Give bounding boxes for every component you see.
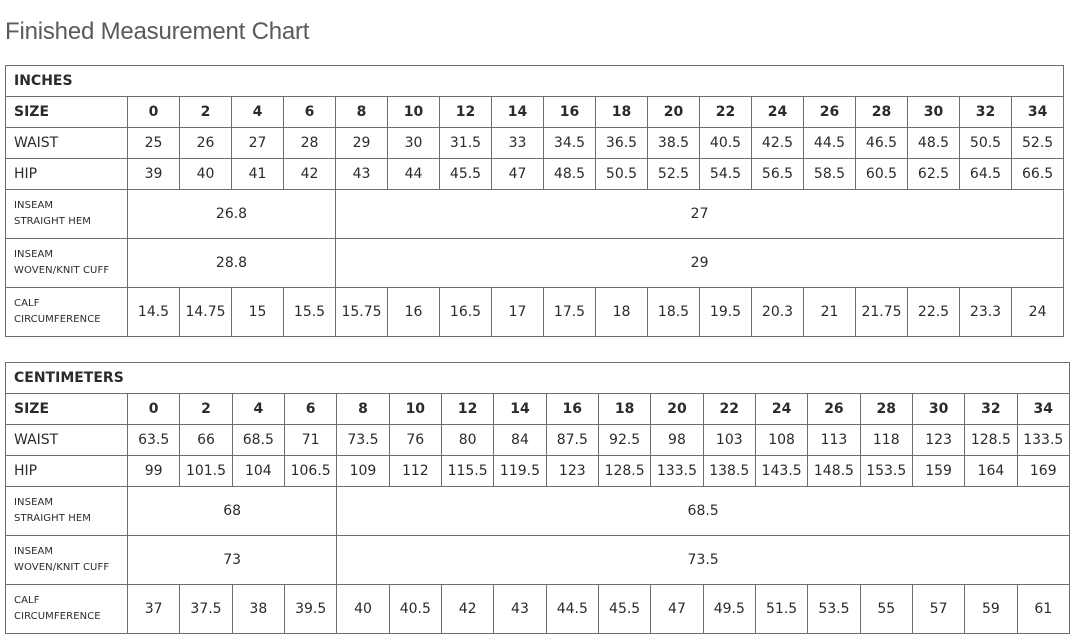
inches-inseam_straight-cell-small-sizes: 26.8: [128, 190, 336, 239]
inches-sizes-cell: 24: [752, 97, 804, 128]
inches-calf-cell: 17.5: [544, 288, 596, 337]
centimeters-calf-cell: 40: [337, 585, 389, 634]
inches-waist-cell: 38.5: [648, 128, 700, 159]
inches-waist-cell: 42.5: [752, 128, 804, 159]
inches-waist-cell: 36.5: [596, 128, 648, 159]
inches-hip-cell: 56.5: [752, 159, 804, 190]
centimeters-sizes-cell: 12: [441, 394, 493, 425]
centimeters-sizes-cell: 20: [651, 394, 703, 425]
centimeters-calf-cell: 37.5: [180, 585, 232, 634]
inches-hip-cell: 47: [492, 159, 544, 190]
centimeters-calf-cell: 49.5: [703, 585, 755, 634]
centimeters-calf-cell: 51.5: [755, 585, 807, 634]
inches-waist-cell: 44.5: [804, 128, 856, 159]
inches-hip-cell: 41: [232, 159, 284, 190]
inches-calf-label-line1: CALF: [14, 298, 40, 309]
inches-calf-cell: 14.75: [180, 288, 232, 337]
inches-waist-cell: 48.5: [908, 128, 960, 159]
inches-inseam_straight-label-line2: STRAIGHT HEM: [14, 216, 92, 227]
centimeters-waist-cell: 87.5: [546, 425, 598, 456]
inches-sizes-cell: 2: [180, 97, 232, 128]
inches-calf-cell: 15.75: [336, 288, 388, 337]
inches-waist-label: WAIST: [6, 128, 128, 159]
centimeters-header-row: [6, 363, 1070, 394]
centimeters-inseam_straight-label-line2: STRAIGHT HEM: [14, 513, 92, 524]
centimeters-waist-cell: 123: [912, 425, 964, 456]
centimeters-sizes-cell: 26: [808, 394, 860, 425]
inches-calf-cell: 18.5: [648, 288, 700, 337]
centimeters-sizes-cell: 0: [128, 394, 180, 425]
centimeters-calf-cell: 45.5: [598, 585, 650, 634]
inches-sizes-cell: 34: [1012, 97, 1064, 128]
inches-hip-cell: 43: [336, 159, 388, 190]
centimeters-waist-cell: 71: [284, 425, 336, 456]
centimeters-inseam_straight-cell-small-sizes: 68: [128, 487, 337, 536]
centimeters-sizes-cell: 10: [389, 394, 441, 425]
inches-hip-cell: 52.5: [648, 159, 700, 190]
inches-waist-cell: 31.5: [440, 128, 492, 159]
centimeters-inseam_straight-label-line1: INSEAM: [14, 497, 54, 508]
inches-calf-cell: 19.5: [700, 288, 752, 337]
centimeters-inseam_cuff-label: [6, 536, 128, 585]
centimeters-sizes-cell: 30: [912, 394, 964, 425]
inches-waist-cell: 30: [388, 128, 440, 159]
centimeters-calf-cell: 47: [651, 585, 703, 634]
inches-sizes-cell: 16: [544, 97, 596, 128]
inches-waist-cell: 33: [492, 128, 544, 159]
centimeters-sizes-cell: 24: [755, 394, 807, 425]
inches-waist-cell: 27: [232, 128, 284, 159]
inches-sizes-cell: 30: [908, 97, 960, 128]
centimeters-waist-cell: 128.5: [965, 425, 1017, 456]
centimeters-calf-cell: 59: [965, 585, 1017, 634]
inches-inseam_cuff-label: [6, 239, 128, 288]
centimeters-hip-cell: 123: [546, 456, 598, 487]
centimeters-sizes-cell: 6: [284, 394, 336, 425]
inches-calf-cell: 18: [596, 288, 648, 337]
centimeters-row-hip: [6, 456, 1070, 487]
inches-hip-cell: 64.5: [960, 159, 1012, 190]
inches-sizes-cell: 20: [648, 97, 700, 128]
inches-row-sizes: [6, 97, 1064, 128]
inches-calf-label-line2: CIRCUMFERENCE: [14, 314, 101, 325]
inches-row-calf: [6, 288, 1064, 337]
inches-waist-cell: 28: [284, 128, 336, 159]
inches-waist-cell: 40.5: [700, 128, 752, 159]
centimeters-hip-cell: 143.5: [755, 456, 807, 487]
inches-calf-cell: 24: [1012, 288, 1064, 337]
centimeters-hip-cell: 159: [912, 456, 964, 487]
inches-sizes-cell: 8: [336, 97, 388, 128]
inches-sizes-cell: 22: [700, 97, 752, 128]
centimeters-calf-cell: 40.5: [389, 585, 441, 634]
inches-calf-label: [6, 288, 128, 337]
inches-hip-cell: 40: [180, 159, 232, 190]
inches-waist-cell: 25: [128, 128, 180, 159]
centimeters-waist-cell: 133.5: [1017, 425, 1069, 456]
inches-calf-cell: 15.5: [284, 288, 336, 337]
inches-inseam_cuff-cell-small-sizes: 28.8: [128, 239, 336, 288]
centimeters-sizes-label: SIZE: [6, 394, 128, 425]
centimeters-inseam_cuff-cell-large-sizes: 73.5: [337, 536, 1070, 585]
centimeters-sizes-cell: 8: [337, 394, 389, 425]
inches-sizes-cell: 6: [284, 97, 336, 128]
inches-sizes-cell: 32: [960, 97, 1012, 128]
centimeters-table-body: [6, 363, 1070, 634]
centimeters-calf-cell: 43: [494, 585, 546, 634]
inches-waist-cell: 46.5: [856, 128, 908, 159]
inches-calf-cell: 17: [492, 288, 544, 337]
page-title: Finished Measurement Chart: [5, 18, 310, 45]
centimeters-table: [5, 362, 1070, 634]
centimeters-hip-cell: 99: [128, 456, 180, 487]
centimeters-calf-cell: 57: [912, 585, 964, 634]
centimeters-waist-cell: 118: [860, 425, 912, 456]
inches-sizes-cell: 28: [856, 97, 908, 128]
centimeters-waist-cell: 98: [651, 425, 703, 456]
centimeters-hip-cell: 119.5: [494, 456, 546, 487]
centimeters-sizes-cell: 18: [598, 394, 650, 425]
inches-hip-cell: 66.5: [1012, 159, 1064, 190]
inches-calf-cell: 20.3: [752, 288, 804, 337]
inches-hip-cell: 62.5: [908, 159, 960, 190]
inches-sizes-cell: 0: [128, 97, 180, 128]
centimeters-row-sizes: [6, 394, 1070, 425]
centimeters-sizes-cell: 34: [1017, 394, 1069, 425]
centimeters-hip-cell: 148.5: [808, 456, 860, 487]
centimeters-hip-cell: 133.5: [651, 456, 703, 487]
inches-header-row: [6, 66, 1064, 97]
centimeters-calf-label: [6, 585, 128, 634]
centimeters-sizes-cell: 16: [546, 394, 598, 425]
inches-calf-cell: 16: [388, 288, 440, 337]
inches-hip-cell: 48.5: [544, 159, 596, 190]
inches-sizes-label: SIZE: [6, 97, 128, 128]
inches-table-body: [6, 66, 1064, 337]
centimeters-inseam_cuff-label-line1: INSEAM: [14, 546, 54, 557]
inches-row-hip: [6, 159, 1064, 190]
inches-waist-cell: 50.5: [960, 128, 1012, 159]
centimeters-row-waist: [6, 425, 1070, 456]
centimeters-sizes-cell: 22: [703, 394, 755, 425]
inches-hip-cell: 50.5: [596, 159, 648, 190]
inches-row-inseam_straight: [6, 190, 1064, 239]
centimeters-hip-cell: 128.5: [598, 456, 650, 487]
inches-hip-label: HIP: [6, 159, 128, 190]
centimeters-hip-label: HIP: [6, 456, 128, 487]
inches-waist-cell: 26: [180, 128, 232, 159]
inches-calf-cell: 21.75: [856, 288, 908, 337]
inches-hip-cell: 39: [128, 159, 180, 190]
inches-calf-cell: 14.5: [128, 288, 180, 337]
centimeters-calf-cell: 38: [232, 585, 284, 634]
centimeters-waist-cell: 80: [441, 425, 493, 456]
centimeters-calf-cell: 42: [441, 585, 493, 634]
inches-calf-cell: 16.5: [440, 288, 492, 337]
centimeters-waist-cell: 63.5: [128, 425, 180, 456]
centimeters-calf-label-line1: CALF: [14, 595, 40, 606]
centimeters-inseam_straight-label: [6, 487, 128, 536]
inches-inseam_straight-label-line1: INSEAM: [14, 200, 54, 211]
centimeters-calf-cell: 61: [1017, 585, 1069, 634]
centimeters-hip-cell: 112: [389, 456, 441, 487]
centimeters-waist-cell: 103: [703, 425, 755, 456]
inches-inseam_cuff-label-line1: INSEAM: [14, 249, 54, 260]
inches-hip-cell: 58.5: [804, 159, 856, 190]
centimeters-inseam_cuff-cell-small-sizes: 73: [128, 536, 337, 585]
inches-inseam_straight-cell-large-sizes: 27: [336, 190, 1064, 239]
centimeters-waist-label: WAIST: [6, 425, 128, 456]
centimeters-hip-cell: 138.5: [703, 456, 755, 487]
centimeters-waist-cell: 66: [180, 425, 232, 456]
inches-inseam_cuff-label-line2: WOVEN/KNIT CUFF: [14, 265, 110, 276]
centimeters-hip-cell: 101.5: [180, 456, 232, 487]
inches-hip-cell: 54.5: [700, 159, 752, 190]
centimeters-calf-cell: 44.5: [546, 585, 598, 634]
inches-sizes-cell: 18: [596, 97, 648, 128]
centimeters-calf-cell: 37: [128, 585, 180, 634]
inches-sizes-cell: 4: [232, 97, 284, 128]
centimeters-hip-cell: 106.5: [284, 456, 336, 487]
centimeters-sizes-cell: 2: [180, 394, 232, 425]
centimeters-hip-cell: 115.5: [441, 456, 493, 487]
centimeters-waist-cell: 92.5: [598, 425, 650, 456]
centimeters-row-inseam_straight: [6, 487, 1070, 536]
inches-inseam_cuff-cell-large-sizes: 29: [336, 239, 1064, 288]
inches-calf-cell: 21: [804, 288, 856, 337]
inches-row-waist: [6, 128, 1064, 159]
inches-calf-cell: 15: [232, 288, 284, 337]
centimeters-waist-cell: 73.5: [337, 425, 389, 456]
centimeters-hip-cell: 153.5: [860, 456, 912, 487]
centimeters-hip-cell: 164: [965, 456, 1017, 487]
centimeters-calf-cell: 39.5: [284, 585, 336, 634]
centimeters-row-calf: [6, 585, 1070, 634]
centimeters-hip-cell: 109: [337, 456, 389, 487]
centimeters-inseam_cuff-label-line2: WOVEN/KNIT CUFF: [14, 562, 110, 573]
inches-waist-cell: 52.5: [1012, 128, 1064, 159]
inches-sizes-cell: 12: [440, 97, 492, 128]
centimeters-waist-cell: 76: [389, 425, 441, 456]
centimeters-calf-cell: 53.5: [808, 585, 860, 634]
inches-header: INCHES: [6, 66, 1064, 97]
centimeters-calf-cell: 55: [860, 585, 912, 634]
inches-waist-cell: 34.5: [544, 128, 596, 159]
inches-hip-cell: 44: [388, 159, 440, 190]
centimeters-header: CENTIMETERS: [6, 363, 1070, 394]
centimeters-row-inseam_cuff: [6, 536, 1070, 585]
inches-calf-cell: 23.3: [960, 288, 1012, 337]
centimeters-waist-cell: 84: [494, 425, 546, 456]
centimeters-hip-cell: 169: [1017, 456, 1069, 487]
inches-inseam_straight-label: [6, 190, 128, 239]
centimeters-waist-cell: 113: [808, 425, 860, 456]
centimeters-waist-cell: 68.5: [232, 425, 284, 456]
centimeters-sizes-cell: 4: [232, 394, 284, 425]
centimeters-sizes-cell: 14: [494, 394, 546, 425]
inches-sizes-cell: 10: [388, 97, 440, 128]
inches-sizes-cell: 26: [804, 97, 856, 128]
inches-hip-cell: 45.5: [440, 159, 492, 190]
centimeters-sizes-cell: 28: [860, 394, 912, 425]
centimeters-inseam_straight-cell-large-sizes: 68.5: [337, 487, 1070, 536]
inches-calf-cell: 22.5: [908, 288, 960, 337]
inches-table: [5, 65, 1064, 337]
inches-sizes-cell: 14: [492, 97, 544, 128]
inches-row-inseam_cuff: [6, 239, 1064, 288]
centimeters-hip-cell: 104: [232, 456, 284, 487]
inches-waist-cell: 29: [336, 128, 388, 159]
inches-hip-cell: 42: [284, 159, 336, 190]
centimeters-sizes-cell: 32: [965, 394, 1017, 425]
inches-hip-cell: 60.5: [856, 159, 908, 190]
centimeters-waist-cell: 108: [755, 425, 807, 456]
centimeters-calf-label-line2: CIRCUMFERENCE: [14, 611, 101, 622]
